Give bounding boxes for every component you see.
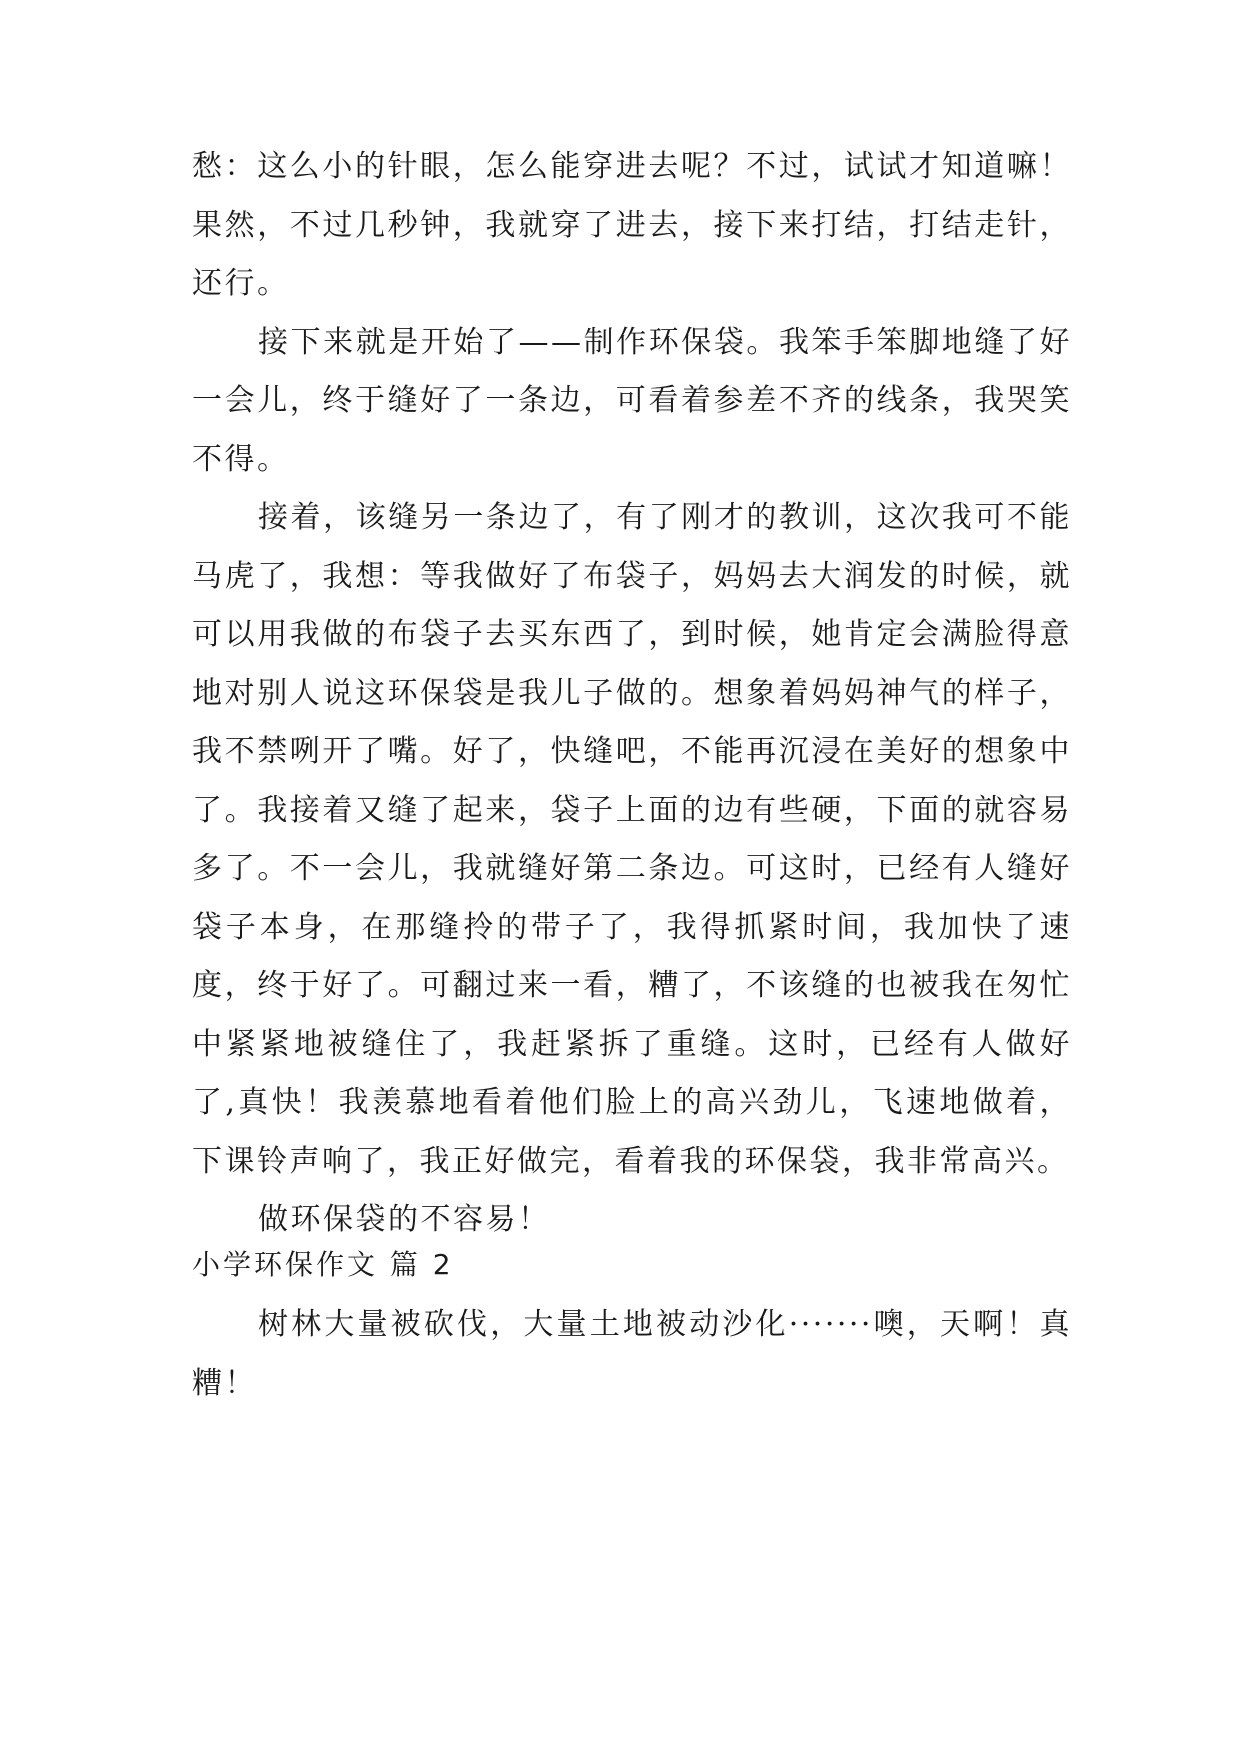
paragraph-conclusion: 做环保袋的不容易！ bbox=[258, 1202, 551, 1237]
paragraph-continued: 愁：这么小的针眼，怎么能穿进去呢？不过，试试才知道嘛！果然，不过几秒钟，我就穿了进去，接下来打结，打结走针，还行。 bbox=[192, 149, 1072, 301]
essay-body-part-1 bbox=[192, 138, 1072, 1250]
essay-section-2 bbox=[192, 1236, 1072, 1295]
essay-body-part-2 bbox=[192, 1296, 1072, 1413]
paragraph-making-bag: 接下来就是开始了——制作环保袋。我笨手笨脚地缝了好一会儿，终于缝好了一条边，可看着参差不齐的线条，我哭笑不得。 bbox=[192, 324, 1072, 477]
paragraph-second-edge: 接着，该缝另一条边了，有了刚才的教训，这次我可不能马虎了，我想：等我做好了布袋子，妈妈去大润发的时候，就可以用我做的布袋子去买东西了，到时候，她肯定会满脸得意地对别人说这环保袋是我儿子做的。想象着妈妈神气的样子，我不禁咧开了嘴。好了，快缝吧，不能再沉浸在美好的想象中了。我接着又缝了起来，袋子上面的边有些硬，下面的就容易多了。不一会儿，我就缝好第二条边。可这时，已经有人缝好袋子本身，在那缝拎的带子了，我得抓紧时间，我加快了速度，终于好了。可翻过来一看，糟了，不该缝的也被我在匆忙中紧紧地被缝住了，我赶紧拆了重缝。这时，已经有人做好了,真快！我羡慕地看着他们脸上的高兴劲儿，飞速地做着，下课铃声响了，我正好做完，看着我的环保袋，我非常高兴。 bbox=[192, 500, 1072, 1179]
section-heading: 小学环保作文 篇 2 bbox=[192, 1248, 454, 1281]
paragraph-forest: 树林大量被砍伐，大量土地被动沙化·······噢，天啊！真糟！ bbox=[192, 1307, 1072, 1401]
